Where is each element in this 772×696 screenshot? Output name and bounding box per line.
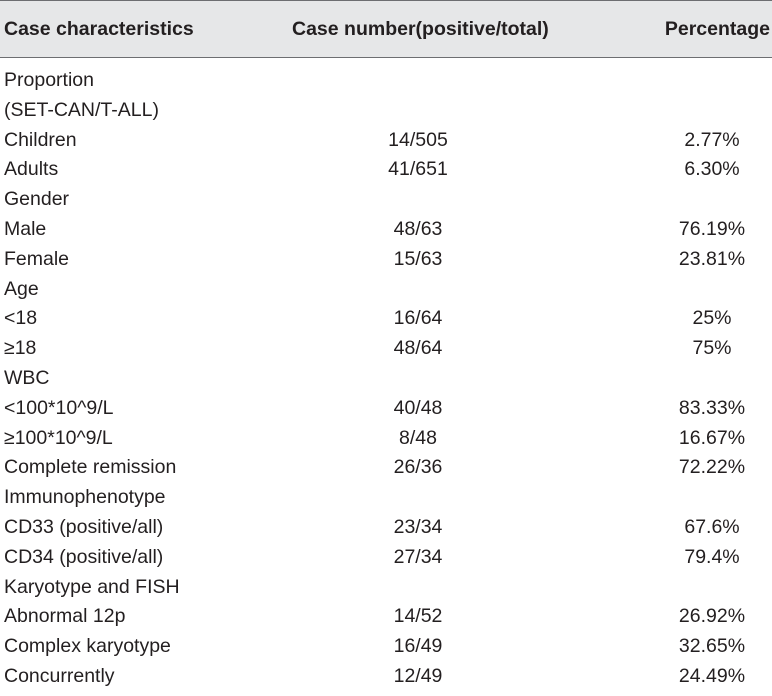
row-case-number: 12/49 <box>393 664 443 687</box>
row-label: Age <box>4 277 39 300</box>
table-row <box>0 334 772 364</box>
table-row <box>0 483 772 513</box>
row-label: <100*10^9/L <box>4 396 114 419</box>
table-row <box>0 96 772 126</box>
table-row <box>0 66 772 96</box>
row-label: (SET-CAN/T-ALL) <box>4 98 159 121</box>
row-label: CD33 (positive/all) <box>4 515 164 538</box>
row-percentage: 26.92% <box>678 605 746 628</box>
row-label: Concurrently <box>4 664 115 687</box>
row-case-number: 48/63 <box>393 217 443 240</box>
row-label: Complete remission <box>4 456 177 479</box>
row-percentage: 83.33% <box>678 396 746 419</box>
row-case-number: 41/651 <box>388 158 448 181</box>
row-label: Proportion <box>4 69 94 91</box>
row-case-number: 14/505 <box>388 128 448 151</box>
row-percentage: 32.65% <box>678 635 746 658</box>
row-label: CD34 (positive/all) <box>4 545 164 568</box>
row-label: Adults <box>4 158 59 181</box>
row-case-number: 8/48 <box>399 426 437 449</box>
table-header <box>0 0 772 58</box>
row-label: Abnormal 12p <box>4 605 126 628</box>
table-row <box>0 304 772 334</box>
table-row <box>0 394 772 424</box>
table-row <box>0 453 772 483</box>
row-percentage: 67.6% <box>684 515 740 538</box>
table-row <box>0 126 772 156</box>
row-percentage: 16.67% <box>678 426 746 449</box>
row-label: WBC <box>4 366 50 389</box>
row-percentage: 6.30% <box>684 158 740 181</box>
row-case-number: 48/64 <box>393 337 443 360</box>
row-percentage: 76.19% <box>678 217 746 240</box>
column-header-case-characteristics: Case characteristics <box>4 18 194 40</box>
row-percentage: 25% <box>692 307 732 330</box>
table-row <box>0 543 772 573</box>
table-row <box>0 364 772 394</box>
table-row <box>0 275 772 305</box>
row-label: <18 <box>4 307 38 330</box>
column-header-percentage: Percentage <box>664 18 770 40</box>
row-percentage: 24.49% <box>678 664 746 687</box>
table-row <box>0 513 772 543</box>
row-label: Karyotype and FISH <box>4 575 180 598</box>
row-label: Female <box>4 247 70 270</box>
row-case-number: 23/34 <box>393 515 443 538</box>
row-case-number: 16/49 <box>393 635 443 658</box>
row-percentage: 2.77% <box>684 128 740 151</box>
row-percentage: 79.4% <box>684 545 740 568</box>
row-label: ≥18 <box>4 337 37 360</box>
row-label: Gender <box>4 188 70 211</box>
table-row <box>0 573 772 603</box>
row-label: Male <box>4 217 47 240</box>
table-body <box>0 66 772 692</box>
column-header-case-number: Case number(positive/total) <box>292 18 549 40</box>
row-case-number: 26/36 <box>393 456 443 479</box>
row-case-number: 14/52 <box>393 605 443 628</box>
row-case-number: 16/64 <box>393 307 443 330</box>
row-case-number: 27/34 <box>393 545 443 568</box>
table-row <box>0 185 772 215</box>
table-row <box>0 215 772 245</box>
row-label: Complex karyotype <box>4 635 171 658</box>
table-row <box>0 155 772 185</box>
row-case-number: 15/63 <box>393 247 443 270</box>
row-label: Immunophenotype <box>4 486 166 509</box>
row-percentage: 23.81% <box>678 247 746 270</box>
row-percentage: 72.22% <box>678 456 746 479</box>
table-row <box>0 245 772 275</box>
row-case-number: 40/48 <box>393 396 443 419</box>
row-label: Children <box>4 128 77 151</box>
table-row <box>0 662 772 692</box>
row-label: ≥100*10^9/L <box>4 426 113 449</box>
table-row <box>0 424 772 454</box>
table-row <box>0 632 772 662</box>
row-percentage: 75% <box>692 337 732 360</box>
table-row <box>0 602 772 632</box>
